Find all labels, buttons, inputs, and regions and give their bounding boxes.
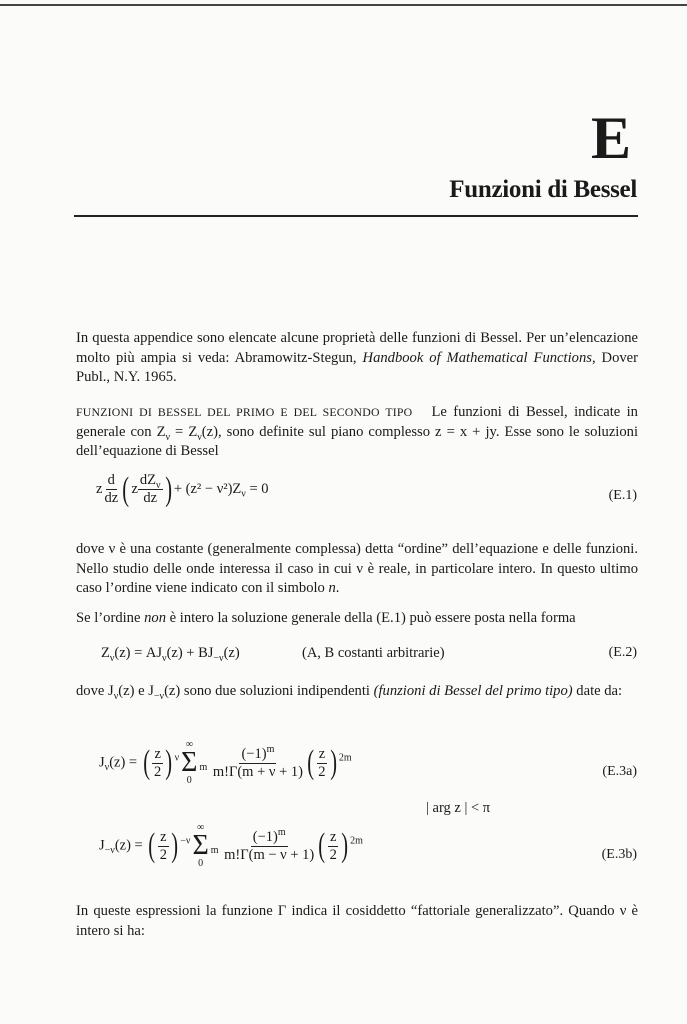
intro-text: In questa appendice sono elencate alcune proprietà delle funzioni di Bessel. Per un’elencazione molto più ampia si veda: Abramowitz-Stegun, — [76, 330, 638, 366]
intro-text-end: , Dover Publ., N.Y. 1965. — [76, 349, 638, 385]
book-title: Handbook of Mathematical Functions — [362, 349, 592, 366]
equation-e2-note: (A, B costanti arbitrarie) — [302, 645, 445, 661]
top-rule — [0, 4, 687, 6]
section1-text-end: (z), sono definite sul piano complesso z = x + jy. Esse sono le soluzioni dell’equazione di Bessel — [76, 423, 639, 459]
equation-e3a: $J_\nu(z)$ = ( $\frac{z}{2}$ ) $^\nu$ ∞ Σ 0 $_m$ $\frac{(-1)^m}{m!\Gamma(m + \nu + 1)}$ ( $\frac{z}{2}$ ) $^{2m}$ — [99, 739, 352, 786]
equation-e2-label: (E.2) — [608, 645, 637, 660]
title-rule — [74, 215, 638, 217]
chapter-title: Funzioni di Bessel — [449, 176, 637, 203]
equation-e3a-label: (E.3a) — [602, 764, 637, 779]
arg-condition: | arg z | < π — [426, 800, 491, 816]
equation-e1-label: (E.1) — [608, 488, 637, 503]
chapter-letter: E — [590, 105, 631, 171]
intro-paragraph — [76, 329, 638, 388]
equation-e3b-label: (E.3b) — [601, 847, 637, 862]
first-kind-label: (funzioni di Bessel del primo tipo) — [373, 683, 573, 699]
section1-text: Le funzioni di Bessel, indicate in generale con Z — [76, 404, 638, 440]
order-symbol: n — [328, 580, 336, 596]
paragraph-3: Se l’ordine non è intero la soluzione generale della (E.1) può essere posta nella forma — [76, 610, 576, 626]
paragraph-2: dove ν è una costante (generalmente complessa) detta “ordine” dell’equazione e delle funzioni. Nello studio delle onde interessa il caso in cui ν è reale, in particolare intero. In questo ultimo caso l’ordine viene indicato con il simbolo n. — [76, 541, 638, 596]
equation-e2: $Z_\nu(z) = AJ_\nu(z) + BJ_{-\nu}(z)$ — [101, 645, 240, 664]
section1-paragraph: FUNZIONI DI BESSEL DEL PRIMO E DEL SECONDO TIPO Le funzioni di Bessel, indicate in generale con $Z_\nu = Z_\nu(z)$, sono definite sul piano complesso z = x + jy. Esse sono le soluzioni dell’equazione di Bessel — [76, 404, 639, 459]
non-word: non — [144, 610, 166, 626]
section-heading: FUNZIONI DI BESSEL DEL PRIMO E DEL SECONDO TIPO — [76, 405, 413, 419]
paragraph-4: dove $J_\nu(z)$ e $J_{-\nu}(z)$ sono due soluzioni indipendenti (funzioni di Bessel del primo tipo) date da: — [76, 683, 623, 702]
paragraph-5: In queste espressioni la funzione Γ indica il cosiddetto “fattoriale generalizzato”. Quando ν è intero si ha: — [76, 903, 638, 939]
equation-e1: z $\frac{d}{dz}$ ( z $\frac{dZ_\nu}{dz}$ ) + $(z^2 - \nu^2)Z_\nu = 0$ — [96, 470, 269, 508]
para2-text: dove ν è una costante (generalmente complessa) detta “ordine” dell’equazione e delle funzioni. Nello studio delle onde interessa il caso in cui ν è reale, in particolare intero. In questo ultimo caso l’ordine viene indicato con il simbolo — [76, 541, 638, 596]
equation-e3b: $J_{-\nu}(z)$ = ( $\frac{z}{2}$ ) $^{-\nu}$ ∞ Σ 0 $_m$ $\frac{(-1)^m}{m!\Gamma(m - \nu + 1)}$ ( $\frac{z}{2}$ ) $^{2m}$ — [99, 822, 363, 869]
